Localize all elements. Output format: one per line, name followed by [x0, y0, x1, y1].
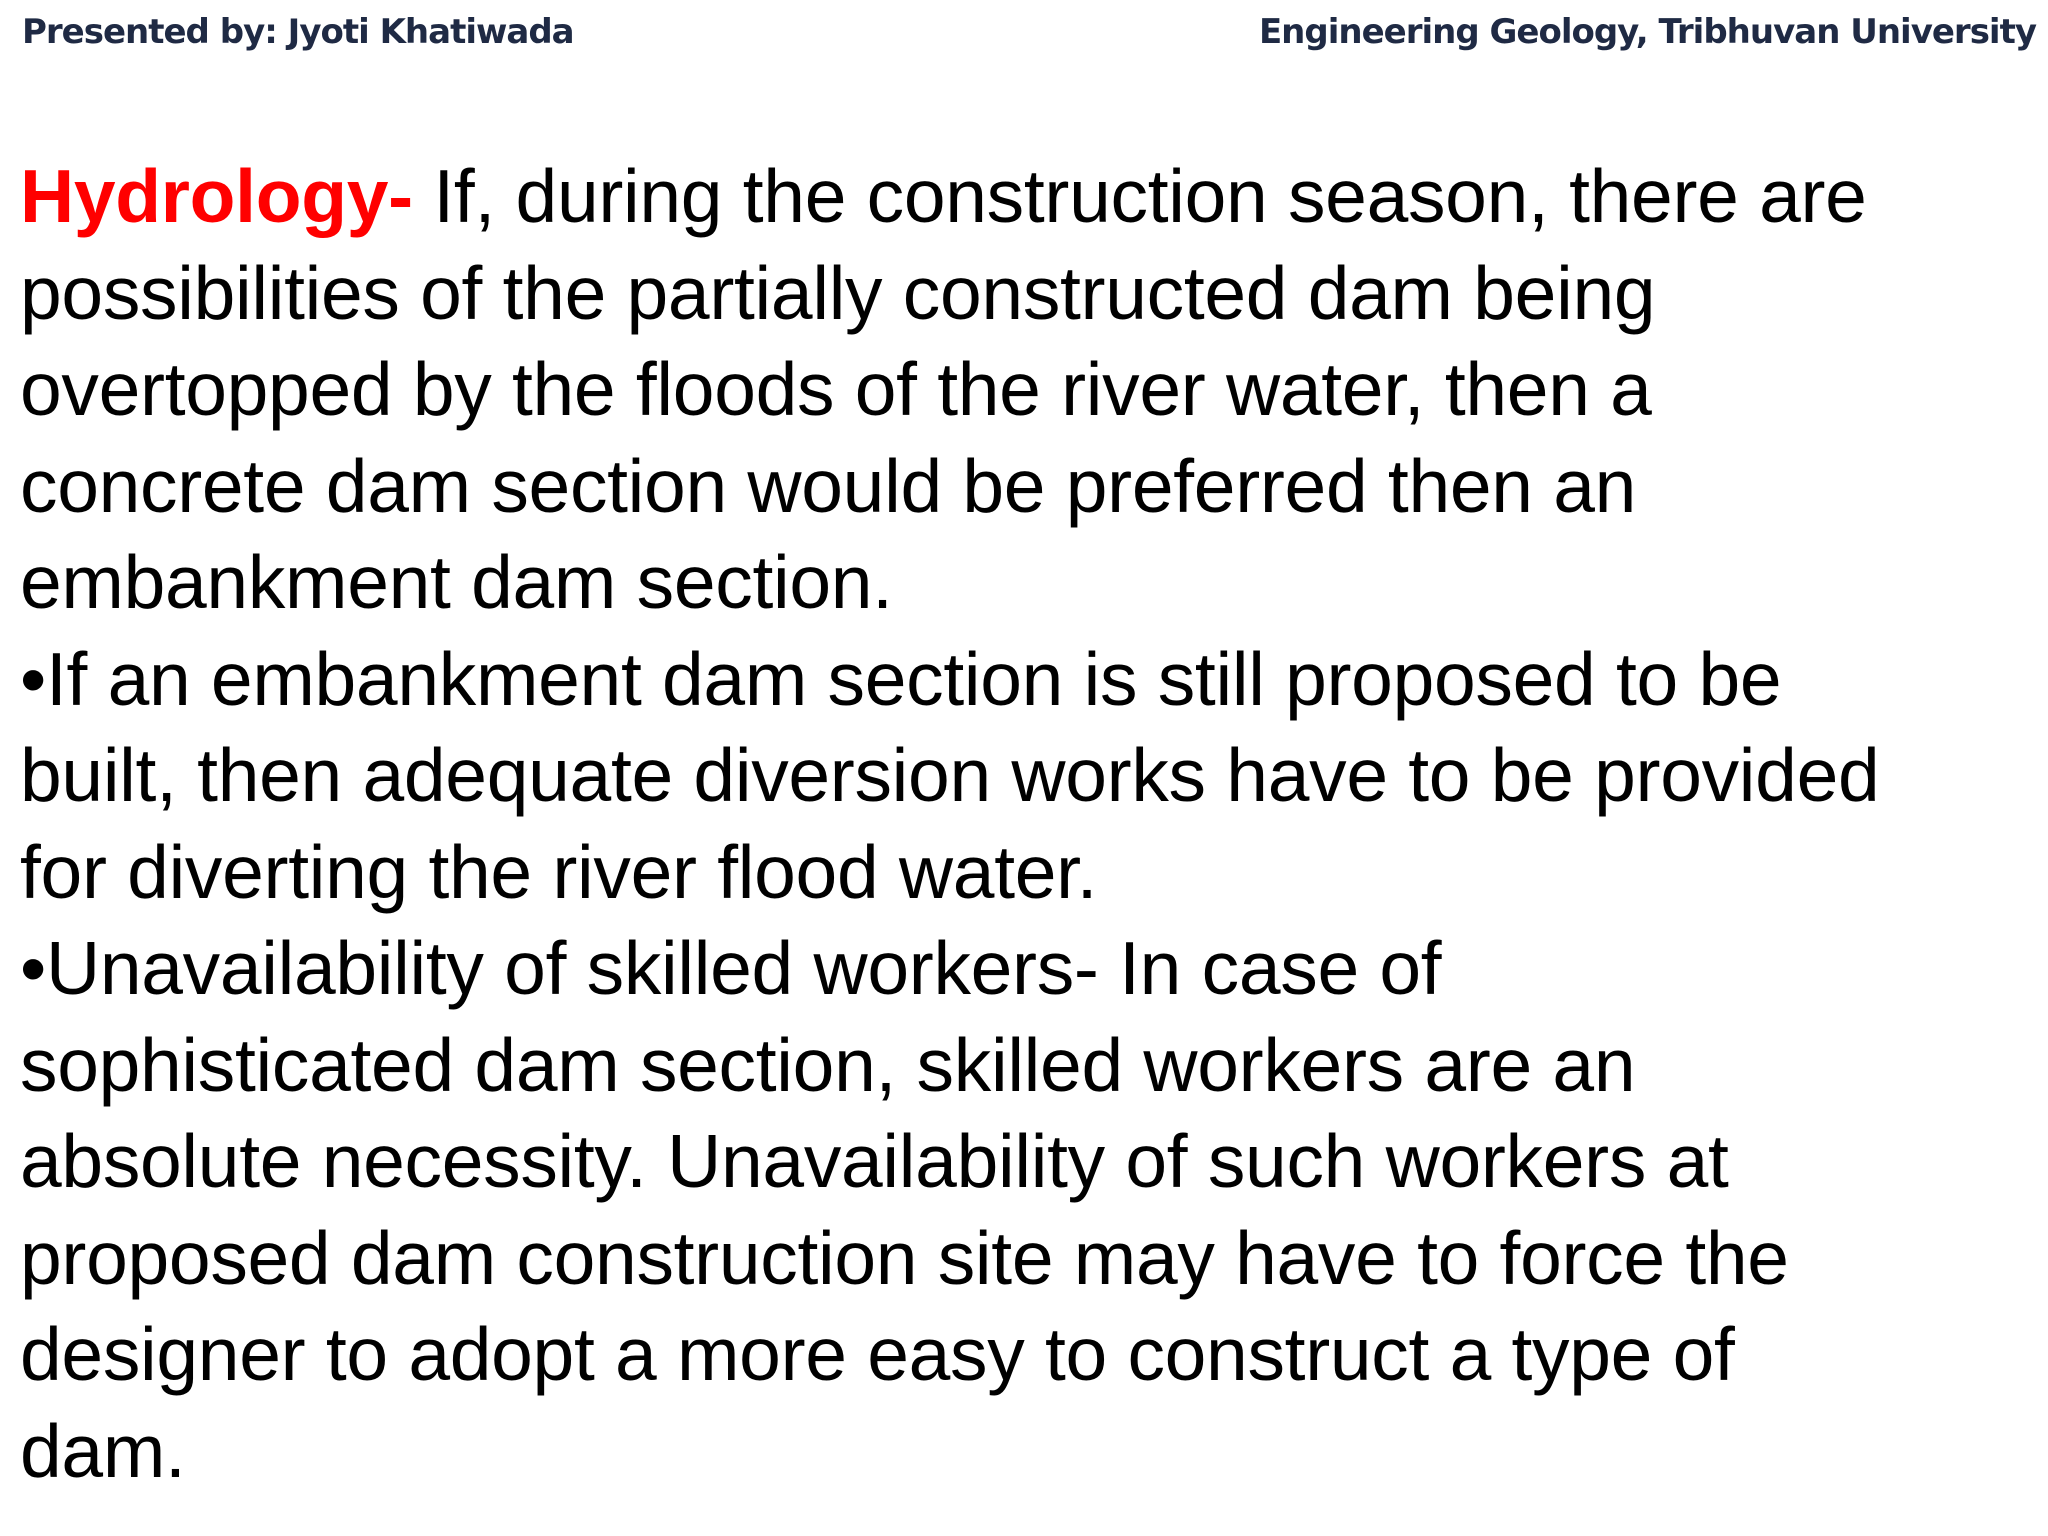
slide-header	[22, 12, 2036, 62]
presenter-credit: Presented by: Jyoti Khatiwada	[22, 12, 574, 52]
paragraph-line: dam.	[20, 1408, 186, 1493]
paragraph-line: possibilities of the partially constructed dam being	[20, 250, 1656, 335]
paragraph-line: embankment dam section.	[20, 540, 893, 624]
paragraph-line: •Unavailability of skilled workers- In case of	[20, 926, 1442, 1010]
hydrology-paragraph	[20, 148, 2040, 631]
course-title: Engineering Geology, Tribhuvan University	[1258, 12, 2036, 52]
paragraph-line: designer to adopt a more easy to construct a type of	[20, 1312, 1735, 1396]
paragraph-line: built, then adequate diversion works have to be provided	[20, 733, 1880, 817]
skilled-workers-bullet	[20, 920, 2040, 1499]
paragraph-line: for diverting the river flood water.	[20, 829, 1098, 914]
diversion-bullet	[20, 631, 2040, 921]
paragraph-line: proposed dam construction site may have to force the	[20, 1215, 1789, 1300]
paragraph-line: sophisticated dam section, skilled workers are an	[20, 1022, 1636, 1107]
paragraph-line: absolute necessity. Unavailability of such workers at	[20, 1119, 1729, 1203]
paragraph-line	[20, 148, 2040, 245]
slide-body	[20, 148, 2040, 1499]
paragraph-line: •If an embankment dam section is still proposed to be	[20, 636, 1782, 721]
paragraph-line: overtopped by the floods of the river water, then a	[20, 347, 1652, 431]
paragraph-line: concrete dam section would be preferred then an	[20, 443, 1637, 528]
paragraph-line-text: If, during the construction season, there are	[412, 154, 1867, 238]
hydrology-term: Hydrology-	[20, 154, 413, 238]
